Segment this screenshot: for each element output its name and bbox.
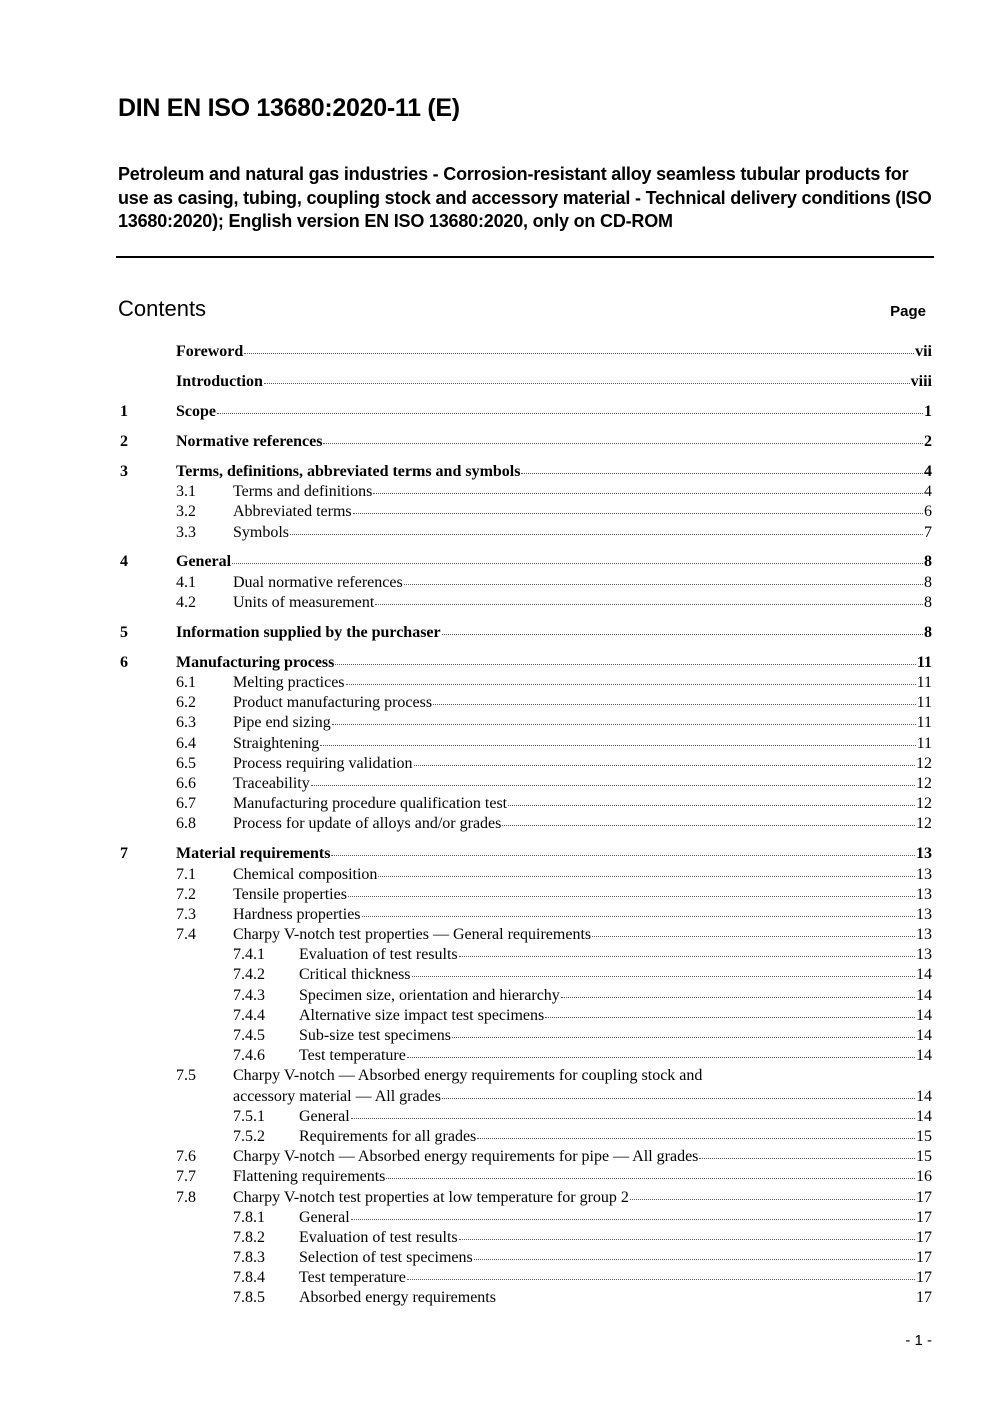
toc-entry-title: Flattening requirements (233, 1168, 386, 1186)
toc-entry[interactable] (120, 1006, 932, 1026)
toc-entry-page: 8 (924, 573, 932, 591)
toc-entry-page: 14 (916, 986, 932, 1004)
toc-entry-title: Absorbed energy requirements (299, 1289, 496, 1307)
toc-entry-title: Specimen size, orientation and hierarchy (299, 986, 560, 1004)
dot-leader (459, 956, 915, 957)
toc-entry-title: Pipe end sizing (233, 714, 331, 732)
toc-entry-title: Introduction (176, 372, 263, 390)
toc-entry-number: 6.7 (176, 795, 196, 813)
toc-entry[interactable] (120, 372, 932, 392)
toc-entry-title: Information supplied by the purchaser (176, 623, 441, 641)
toc-entry-number: 7.4 (176, 926, 196, 944)
toc-entry-continuation[interactable] (120, 1087, 932, 1107)
toc-entry-title-continuation: accessory material — All grades (233, 1087, 441, 1105)
toc-entry[interactable] (120, 905, 932, 925)
dot-leader (332, 724, 916, 725)
toc-entry-number: 7.8 (176, 1188, 196, 1206)
toc-entry-page: 4 (924, 462, 932, 480)
toc-entry[interactable] (120, 754, 932, 774)
toc-entry[interactable] (120, 1066, 932, 1086)
toc-entry[interactable] (120, 1188, 932, 1208)
toc-entry-page: 12 (916, 754, 932, 772)
toc-entry-page: viii (910, 372, 932, 390)
toc-entry-title: General (299, 1107, 350, 1125)
toc-entry-page: 7 (924, 523, 932, 541)
toc-entry-title: General (299, 1208, 350, 1226)
dot-leader (320, 745, 915, 746)
toc-entry-number: 7.8.3 (233, 1249, 265, 1267)
toc-entry[interactable] (120, 1268, 932, 1288)
toc-entry[interactable] (120, 1107, 932, 1127)
toc-entry-page: 12 (916, 795, 932, 813)
toc-entry-number: 7.8.1 (233, 1208, 265, 1226)
toc-entry-title: Terms and definitions (233, 483, 373, 501)
toc-entry-number: 7.4.6 (233, 1047, 265, 1065)
toc-entry[interactable] (120, 965, 932, 985)
page-number: - 1 - (905, 1332, 932, 1349)
toc-entry[interactable] (120, 673, 932, 693)
toc-entry-number: 3 (120, 462, 128, 480)
dot-leader (407, 1057, 915, 1058)
toc-entry-number: 7.3 (176, 905, 196, 923)
table-of-contents (120, 342, 932, 1309)
toc-entry-title: Product manufacturing process (233, 694, 433, 712)
dot-leader (433, 704, 916, 705)
dot-leader (699, 1158, 915, 1159)
toc-entry-title: Traceability (233, 774, 310, 792)
toc-entry-number: 7.8.5 (233, 1289, 265, 1307)
dot-leader (502, 825, 915, 826)
toc-entry-page: 11 (916, 734, 932, 752)
dot-leader (375, 604, 923, 605)
toc-entry-number: 3.2 (176, 503, 196, 521)
toc-entry[interactable] (120, 1208, 932, 1228)
toc-entry-number: 7.5 (176, 1067, 196, 1085)
toc-entry-page: 17 (916, 1188, 932, 1206)
toc-entry-number: 1 (120, 402, 128, 420)
toc-entry-title: Charpy V-notch — Absorbed energy requirements for pipe — All grades (233, 1148, 699, 1166)
toc-entry[interactable] (120, 885, 932, 905)
toc-entry-title: Melting practices (233, 674, 345, 692)
toc-entry-title: Foreword (176, 343, 244, 360)
toc-entry[interactable] (120, 1127, 932, 1147)
title-divider (116, 256, 934, 258)
toc-entry[interactable] (120, 1167, 932, 1187)
toc-entry[interactable] (120, 523, 932, 543)
toc-entry-title: Process requiring validation (233, 754, 413, 772)
toc-entry-number: 7.6 (176, 1148, 196, 1166)
toc-entry-title: Alternative size impact test specimens (299, 1006, 545, 1024)
dot-leader (407, 1279, 915, 1280)
toc-entry[interactable] (120, 593, 932, 613)
dot-leader (412, 976, 915, 977)
dot-leader (630, 1199, 915, 1200)
toc-entry-title: Chemical composition (233, 865, 378, 883)
document-id: DIN EN ISO 13680:2020-11 (E) (118, 94, 460, 122)
toc-entry[interactable] (120, 713, 932, 733)
document-title: Petroleum and natural gas industries - Corrosion-resistant alloy seamless tubular products for use as casing, tubing, coupling stock and accessory material - Technical delivery conditions (ISO 13680:2020); English version EN ISO 13680:2020, only on CD-ROM (118, 164, 932, 231)
toc-entry[interactable] (120, 462, 932, 482)
toc-entry-title: Normative references (176, 432, 323, 450)
dot-leader (373, 493, 923, 494)
toc-entry-number: 7.5.2 (233, 1127, 265, 1145)
toc-entry[interactable] (120, 794, 932, 814)
toc-entry-title: Evaluation of test results (299, 946, 458, 964)
toc-entry-page: 16 (916, 1168, 932, 1186)
contents-heading: Contents (118, 296, 207, 321)
dot-leader (545, 1017, 915, 1018)
toc-entry-number: 7.1 (176, 865, 196, 883)
toc-entry-title: Charpy V-notch — Absorbed energy requirements for coupling stock and (233, 1067, 703, 1085)
toc-entry-title: Test temperature (299, 1047, 406, 1065)
dot-leader (351, 1118, 915, 1119)
toc-entry-title: Charpy V-notch test properties at low temperature for group 2 (233, 1188, 629, 1206)
toc-entry-page: 8 (924, 623, 932, 641)
toc-entry-title: Test temperature (299, 1269, 406, 1287)
toc-entry-page: 15 (916, 1148, 932, 1166)
toc-entry-number: 3.3 (176, 523, 196, 541)
toc-entry-page: 17 (916, 1269, 932, 1287)
toc-entry[interactable] (120, 1147, 932, 1167)
dot-leader (362, 916, 915, 917)
dot-leader (378, 876, 915, 877)
dot-leader (346, 684, 916, 685)
toc-entry-page: 13 (916, 865, 932, 883)
dot-leader (264, 383, 910, 384)
toc-entry-number: 2 (120, 432, 128, 450)
toc-entry-number: 7 (120, 845, 128, 863)
toc-entry-number: 6.8 (176, 815, 196, 833)
toc-entry-number: 6.4 (176, 734, 196, 752)
toc-entry-page: 13 (916, 885, 932, 903)
toc-entry-page: 8 (924, 553, 932, 571)
dot-leader (351, 1219, 915, 1220)
toc-entry-page: 1 (924, 402, 932, 420)
toc-entry-title: Scope (176, 402, 216, 420)
toc-entry[interactable] (120, 623, 932, 643)
toc-entry[interactable] (120, 693, 932, 713)
dot-leader (232, 563, 923, 564)
toc-entry-title: Critical thickness (299, 966, 411, 984)
toc-entry-page: 13 (916, 905, 932, 923)
toc-entry-page: 4 (924, 483, 932, 501)
toc-entry[interactable] (120, 1026, 932, 1046)
toc-entry-number: 3.1 (176, 483, 196, 501)
toc-entry[interactable] (120, 925, 932, 945)
dot-leader (452, 1037, 915, 1038)
toc-entry[interactable] (120, 734, 932, 754)
toc-entry-title: Process for update of alloys and/or grades (233, 815, 502, 833)
dot-leader (348, 896, 915, 897)
dot-leader (386, 1178, 915, 1179)
toc-entry-number: 4.1 (176, 573, 196, 591)
toc-entry-number: 7.4.4 (233, 1006, 265, 1024)
toc-entry-title: Tensile properties (233, 885, 347, 903)
dot-leader (335, 664, 916, 665)
toc-entry-page: 17 (916, 1208, 932, 1226)
toc-entry-page: 12 (916, 774, 932, 792)
dot-leader (290, 534, 923, 535)
toc-entry-title: Symbols (233, 523, 290, 541)
dot-leader (477, 1138, 915, 1139)
toc-entry-page: 6 (924, 503, 932, 521)
toc-entry-title: Terms, definitions, abbreviated terms and symbols (176, 462, 521, 480)
toc-entry-number: 6.5 (176, 754, 196, 772)
toc-entry-page: 14 (916, 1027, 932, 1044)
toc-entry-title: Manufacturing procedure qualification test (233, 795, 508, 813)
toc-entry-title: Units of measurement (233, 593, 375, 611)
toc-entry-title: Abbreviated terms (233, 503, 352, 521)
dot-leader (561, 997, 915, 998)
toc-entry-number: 7.8.2 (233, 1228, 265, 1246)
toc-entry-page: vii (915, 343, 932, 360)
toc-entry[interactable] (120, 844, 932, 864)
toc-entry-page: 14 (916, 1107, 932, 1125)
toc-entry-number: 7.4.1 (233, 946, 265, 964)
toc-entry-title: Selection of test specimens (299, 1249, 473, 1267)
dot-leader (217, 413, 923, 414)
toc-entry-number: 4.2 (176, 593, 196, 611)
page-column-heading: Page (890, 303, 926, 320)
toc-entry-title: Sub-size test specimens (299, 1027, 451, 1044)
dot-leader (353, 513, 923, 514)
toc-entry-page: 11 (916, 674, 932, 692)
toc-entry[interactable] (120, 653, 932, 673)
dot-leader (414, 765, 915, 766)
toc-entry-number: 6.2 (176, 694, 196, 712)
toc-entry[interactable] (120, 482, 932, 502)
toc-entry-page: 17 (916, 1249, 932, 1267)
dot-leader (442, 1098, 915, 1099)
toc-entry-page: 12 (916, 815, 932, 833)
toc-entry-number: 4 (120, 553, 128, 571)
toc-entry-title: Straightening (233, 734, 320, 752)
toc-entry-number: 7.7 (176, 1168, 196, 1186)
toc-entry-number: 7.8.4 (233, 1269, 265, 1287)
dot-leader (592, 936, 915, 937)
dot-leader (521, 473, 923, 474)
toc-entry[interactable] (120, 1046, 932, 1066)
toc-entry[interactable] (120, 1228, 932, 1248)
toc-entry[interactable] (120, 865, 932, 885)
toc-entry-page: 11 (916, 714, 932, 732)
toc-entry-page: 17 (916, 1228, 932, 1246)
dot-leader (508, 805, 915, 806)
toc-entry-page: 14 (916, 1047, 932, 1065)
toc-entry[interactable] (120, 1248, 932, 1268)
toc-entry[interactable] (120, 986, 932, 1006)
dot-leader (331, 855, 915, 856)
toc-entry-page: 8 (924, 593, 932, 611)
toc-entry-page: 13 (916, 946, 932, 964)
toc-entry-page: 11 (916, 653, 932, 671)
toc-entry-number: 6.1 (176, 674, 196, 692)
toc-entry-number: 6.6 (176, 774, 196, 792)
toc-entry-title: Hardness properties (233, 905, 361, 923)
toc-entry[interactable] (120, 814, 932, 834)
toc-entry-number: 7.5.1 (233, 1107, 265, 1125)
toc-entry-page: 2 (924, 432, 932, 450)
toc-entry[interactable] (120, 502, 932, 522)
toc-entry-page: 13 (916, 926, 932, 944)
toc-entry-title: Manufacturing process (176, 653, 335, 671)
toc-entry[interactable] (120, 945, 932, 965)
toc-entry-title: Charpy V-notch test properties — General requirements (233, 926, 592, 944)
toc-entry-number: 7.4.2 (233, 966, 265, 984)
toc-entry-title: Evaluation of test results (299, 1228, 458, 1246)
toc-entry-number: 6 (120, 653, 128, 671)
toc-entry-title: Dual normative references (233, 573, 403, 591)
toc-entry-number: 6.3 (176, 714, 196, 732)
toc-entry[interactable] (120, 432, 932, 452)
toc-entry-page: 13 (916, 845, 932, 863)
toc-entry-page: 14 (916, 1006, 932, 1024)
toc-entry-title: Material requirements (176, 845, 331, 863)
dot-leader (459, 1239, 915, 1240)
toc-entry[interactable] (120, 402, 932, 422)
dot-leader (474, 1259, 915, 1260)
dot-leader (442, 634, 923, 635)
toc-entry-page: 14 (916, 966, 932, 984)
toc-entry-number: 7.4.5 (233, 1027, 265, 1044)
toc-entry[interactable] (120, 1288, 932, 1308)
toc-entry[interactable] (120, 342, 932, 362)
toc-entry-number: 7.2 (176, 885, 196, 903)
toc-entry-page: 14 (916, 1087, 932, 1105)
toc-entry-title: General (176, 553, 232, 571)
toc-entry-number: 5 (120, 623, 128, 641)
dot-leader (311, 785, 915, 786)
toc-entry-page: 17 (916, 1289, 932, 1307)
toc-entry-title: Requirements for all grades (299, 1127, 477, 1145)
toc-entry[interactable] (120, 774, 932, 794)
toc-entry-number: 7.4.3 (233, 986, 265, 1004)
toc-entry[interactable] (120, 552, 932, 572)
toc-entry-page: 11 (916, 694, 932, 712)
toc-entry-page: 15 (916, 1127, 932, 1145)
dot-leader (323, 443, 923, 444)
dot-leader (404, 584, 923, 585)
toc-entry[interactable] (120, 573, 932, 593)
dot-leader (244, 353, 914, 354)
